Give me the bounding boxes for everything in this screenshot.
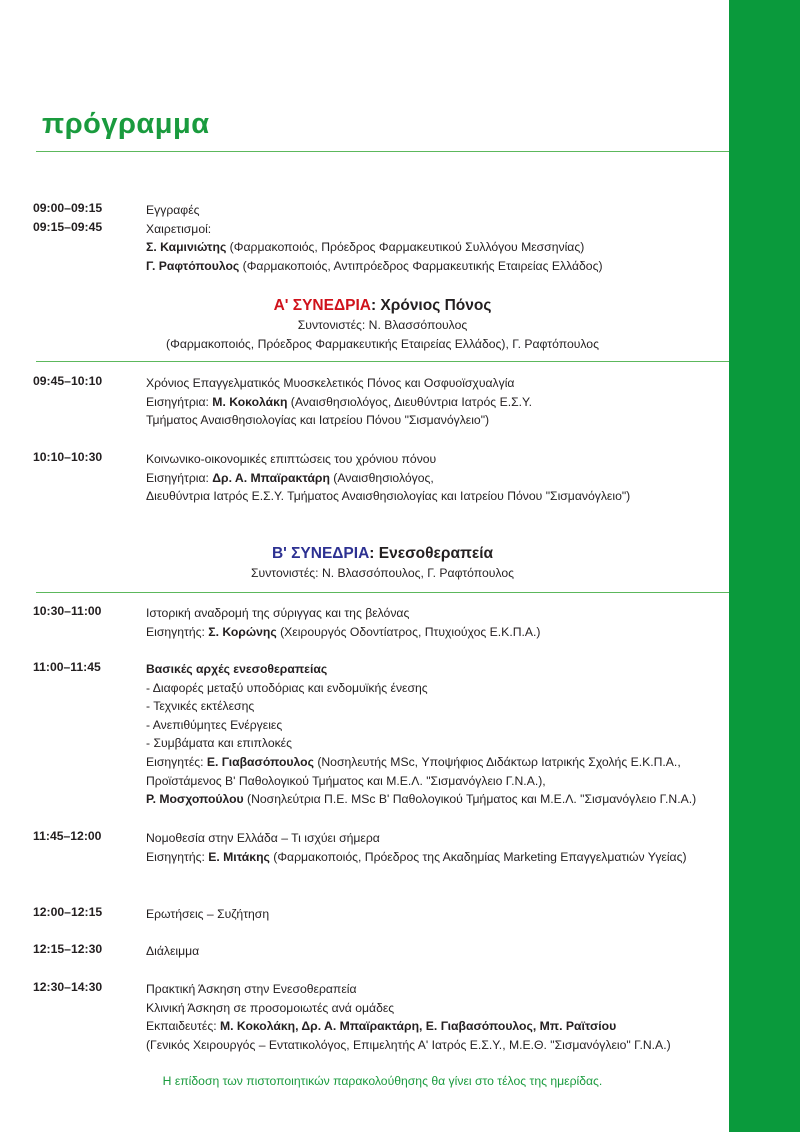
footer-note: Η επίδοση των πιστοποιητικών παρακολούθησης θα γίνει στο τέλος της ημερίδας. xyxy=(162,1074,603,1088)
time-slot: 10:30–11:00 xyxy=(33,604,102,618)
speaker-name: Μ. Κοκολάκη xyxy=(212,394,288,409)
time-slot: 10:10–10:30 xyxy=(33,450,103,464)
speaker-line xyxy=(146,393,726,412)
session-moderators: Συντονιστές: Ν. Βλασσόπουλος, Γ. Ραφτόπουλος xyxy=(251,566,514,580)
time-slot: 12:00–12:15 xyxy=(33,905,103,919)
page-title: πρόγραμμα xyxy=(42,108,210,140)
time-slot: 09:15–09:45 xyxy=(33,219,103,234)
speaker-details: (Φαρμακοποιός, Πρόεδρος Φαρμακευτικού Συλλόγου Μεσσηνίας) xyxy=(226,240,585,255)
speaker-line xyxy=(146,238,726,257)
item-title: Εγγραφές xyxy=(146,203,200,217)
speaker-role: Εισηγητές: xyxy=(146,754,207,769)
speaker-details-line: Τμήματος Αναισθησιολογίας και Ιατρείου Πόνου "Σισμανόγλειο") xyxy=(146,413,490,428)
speaker-name: Ε. Γιαβασόπουλος xyxy=(206,754,314,769)
speaker-line xyxy=(146,790,726,809)
bullet-item: - Τεχνικές εκτέλεσης xyxy=(146,699,255,714)
speaker-details: (Αναισθησιολόγος, xyxy=(329,470,434,485)
item-title: Πρακτική Άσκηση στην Ενεσοθεραπεία xyxy=(146,982,357,996)
session-moderators-details: (Φαρμακοποιός, Πρόεδρος Φαρμακευτικής Εταιρείας Ελλάδος), Γ. Ραφτόπουλος xyxy=(166,337,599,351)
speaker-role: Εισηγήτρια: xyxy=(146,470,213,485)
session-label: Α' ΣΥΝΕΔΡΙΑ xyxy=(273,297,371,314)
time-slot: 11:00–11:45 xyxy=(33,660,101,674)
session-heading xyxy=(36,295,729,316)
speaker-line xyxy=(146,469,726,488)
time-slot: 12:30–14:30 xyxy=(33,980,103,994)
time-slot: 11:45–12:00 xyxy=(33,829,102,843)
bullet-item: - Διαφορές μεταξύ υποδόριας και ενδομυϊκής ένεσης xyxy=(146,680,428,695)
speaker-name: Δρ. Α. Μπαϊρακτάρη xyxy=(212,470,330,485)
speaker-details: (Νοσηλευτής MSc, Υποψήφιος Διδάκτωρ Ιατρικής Σχολής Ε.Κ.Π.Α., xyxy=(313,754,681,769)
title-divider xyxy=(36,151,729,152)
speaker-role: Εισηγητής: xyxy=(146,624,209,639)
bullet-item: - Συμβάματα και επιπλοκές xyxy=(146,736,292,751)
time-slot: 09:45–10:10 xyxy=(33,374,103,388)
item-subtitle: Κλινική Άσκηση σε προσομοιωτές ανά ομάδες xyxy=(146,1000,395,1015)
session-b-divider xyxy=(36,592,729,593)
speaker-name: Ε. Μιτάκης xyxy=(208,849,270,864)
session-moderators: Συντονιστές: Ν. Βλασσόπουλος xyxy=(297,318,468,332)
item-title-text: Βασικές αρχές ενεσοθεραπείας xyxy=(146,662,328,676)
item-title: Ιστορική αναδρομή της σύριγγας και της βελόνας xyxy=(146,606,410,620)
item-title: Διάλειμμα xyxy=(146,944,200,958)
bullet-item: - Ανεπιθύμητες Ενέργειες xyxy=(146,717,283,732)
speaker-line xyxy=(146,1017,726,1036)
speaker-line xyxy=(146,623,726,642)
item-title: Νομοθεσία στην Ελλάδα – Τι ισχύει σήμερα xyxy=(146,831,380,845)
speaker-details-line: Προϊστάμενος Β' Παθολογικού Τμήματος και Μ.Ε.Λ. "Σισμανόγλειο Γ.Ν.Α.), xyxy=(146,773,546,788)
speaker-name: Σ. Κορώνης xyxy=(208,624,277,639)
speaker-line xyxy=(146,848,726,867)
item-title: Χαιρετισμοί: xyxy=(146,221,212,236)
item-title: Κοινωνικο-οικονομικές επιπτώσεις του χρόνιου πόνου xyxy=(146,452,437,466)
session-b-header xyxy=(36,543,729,583)
session-title: : Χρόνιος Πόνος xyxy=(370,297,492,314)
speaker-name: Μ. Κοκολάκη, Δρ. Α. Μπαϊρακτάρη, Ε. Γιαβασόπουλος, Μπ. Ραϊτσίου xyxy=(220,1019,617,1034)
speaker-details: (Νοσηλεύτρια Π.Ε. MSc Β' Παθολογικού Τμήματος και Μ.Ε.Λ. "Σισμανόγλειο Γ.Ν.Α.) xyxy=(243,792,697,807)
speaker-details-line: (Γενικός Χειρουργός – Εντατικολόγος, Επιμελητής Α' Ιατρός Ε.Σ.Υ., Μ.Ε.Θ. "Σισμανόγλειο" Γ.Ν.Α.) xyxy=(146,1037,671,1052)
speaker-details-line: Διευθύντρια Ιατρός Ε.Σ.Υ. Τμήματος Αναισθησιολογίας και Ιατρείου Πόνου "Σισμανόγλειο") xyxy=(146,489,631,504)
speaker-details: (Αναισθησιολόγος, Διευθύντρια Ιατρός Ε.Σ.Υ. xyxy=(287,394,532,409)
session-label: Β' ΣΥΝΕΔΡΙΑ xyxy=(271,545,370,562)
time-slot: 09:00–09:15 xyxy=(33,201,103,215)
session-heading xyxy=(36,543,729,564)
speaker-line xyxy=(146,753,726,772)
speaker-role: Εισηγήτρια: xyxy=(146,394,213,409)
speaker-line xyxy=(146,257,726,276)
speaker-role: Εισηγητής: xyxy=(146,849,209,864)
speaker-details: (Χειρουργός Οδοντίατρος, Πτυχιούχος Ε.Κ.Π.Α.) xyxy=(276,624,541,639)
time-slot: 12:15–12:30 xyxy=(33,942,103,956)
session-a-header xyxy=(36,295,729,354)
session-a-divider xyxy=(36,361,729,362)
session-title: : Ενεσοθεραπεία xyxy=(369,545,494,562)
speaker-name: Γ. Ραφτόπουλος xyxy=(146,258,240,273)
green-side-bar xyxy=(729,0,800,1132)
speaker-details: (Φαρμακοποιός, Αντιπρόεδρος Φαρμακευτικής Εταιρείας Ελλάδος) xyxy=(239,258,603,273)
item-title xyxy=(146,660,726,679)
speaker-role: Εκπαιδευτές: xyxy=(146,1019,220,1034)
speaker-details: (Φαρμακοποιός, Πρόεδρος της Ακαδημίας Marketing Επαγγελματιών Υγείας) xyxy=(269,849,687,864)
item-title: Χρόνιος Επαγγελματικός Μυοσκελετικός Πόνος και Οσφυοϊσχυαλγία xyxy=(146,376,515,390)
speaker-name: Ρ. Μοσχοπούλου xyxy=(146,792,244,807)
speaker-name: Σ. Καμινιώτης xyxy=(146,240,227,255)
item-title: Ερωτήσεις – Συζήτηση xyxy=(146,907,270,921)
